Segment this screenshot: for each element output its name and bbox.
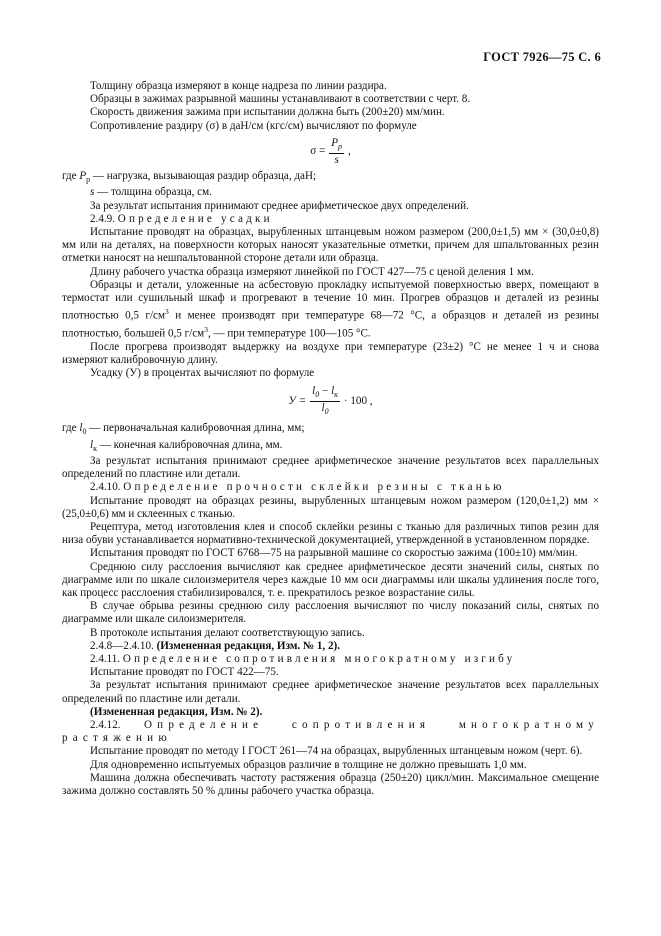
text-run: , — при температуре 100—105 °С. [207, 327, 371, 340]
formula-lhs: У = [288, 394, 307, 407]
paragraph: Среднюю силу расслоения вычисляют как среднее арифметическое десяти значений силы, снятых по диаграмме или по шкале силоизмерителя через каждые 10 мм оси диаграммы или шкалы удлинения после того, как процесс расслоения стабилизировался, т. е. прекратилось резкое возрастание силы. [62, 560, 599, 599]
paragraph: Испытание проводят по ГОСТ 422—75. [90, 666, 279, 679]
paragraph: Усадку (У) в процентах вычисляют по формуле [90, 367, 315, 380]
paragraph: Толщину образца измеряют в конце надреза по линии раздира. [90, 80, 387, 92]
paragraph: Образцы в зажимах разрывной машины устанавливают в соответствии с черт. 8. [90, 93, 471, 106]
amendment-range: 2.4.8—2.4.10. [90, 639, 154, 652]
definition-symbol-sub: к [93, 443, 97, 453]
formula-fraction [310, 385, 340, 418]
text-run: Образцы и детали, уложенные на асбестовую прокладку испытуемой поверхностью вверх, помещают в термостат или сушильный шкаф и прогревают в течение 10 мин. Прогрев образцов и деталей из резины плотностью 0,5 г/см [62, 278, 599, 322]
paragraph: За результат испытания принимают среднее арифметическое значение результатов всех параллельных определений по пластине или детали. [62, 454, 599, 481]
paragraph: После прогрева производят выдержку на воздухе при температуре (23±2) °С не менее 1 ч и снова измеряют калибровочную длину. [62, 341, 599, 367]
formula-denominator: s [334, 154, 339, 167]
section-number: 2.4.12. [90, 719, 121, 732]
definition-symbol: s [90, 186, 95, 199]
formula-numerator-sub: p [338, 142, 342, 152]
document-body [62, 80, 599, 798]
definition-text: — конечная калибровочная длина, мм. [99, 438, 283, 451]
paragraph: Машина должна обеспечивать частоту растяжения образца (250±20) цикл/мин. Максимальное смещение зажима должно составлять 50 % длины рабочего участка образца. [62, 771, 599, 798]
formula-symbol: l [321, 401, 325, 414]
amendment-text: (Измененная редакция, Изм. № 1, 2). [156, 639, 340, 652]
section-heading [62, 481, 599, 494]
paragraph: За результат испытания принимают среднее арифметическое двух определений. [90, 199, 469, 212]
section-title: Определение прочности склейки резины с тканью [123, 481, 505, 494]
formula-sub: 0 [315, 389, 320, 399]
paragraph: Испытание проводят по методу I ГОСТ 261—74 на образцах, вырубленных штанцевым ножом (черт. 6). [90, 745, 583, 758]
definition-line [62, 422, 599, 438]
definition-symbol: l [79, 422, 83, 435]
paragraph: Длину рабочего участка образца измеряют линейкой по ГОСТ 427—75 с ценой деления 1 мм. [90, 265, 534, 278]
formula-tear-resistance [62, 137, 599, 166]
section-heading [62, 653, 599, 666]
formula-lhs: σ = [310, 144, 326, 157]
formula-minus: − [322, 384, 329, 397]
formula-symbol: l [331, 384, 335, 397]
definition-symbol: P [79, 170, 87, 183]
amendment-text: (Измененная редакция, Изм. № 2). [90, 705, 263, 718]
definition-symbol-sub: p [86, 175, 91, 185]
section-title: Определение сопротивления многократному растяжению [62, 719, 600, 745]
formula-tail: , [348, 144, 351, 157]
text-run: и менее производят при температуре 68—72 °С, а образцов и деталей из резины плотностью, большей 0,5 г/см [62, 309, 600, 340]
formula-sub: к [334, 389, 338, 399]
formula-tail: · 100 , [343, 394, 373, 407]
formula-shrinkage [62, 385, 599, 418]
formula-numerator: P [331, 136, 338, 149]
section-number: 2.4.11. [90, 653, 121, 665]
definition-line [62, 170, 599, 186]
definition-symbol: l [90, 438, 94, 451]
section-title: Определение усадки [117, 212, 273, 225]
definition-line [62, 186, 599, 199]
paragraph: Испытание проводят на образцах резины, вырубленных штанцевым ножом размером (120,0±1,2) мм × (25,0±0,6) мм и склеенных с тканью. [62, 494, 599, 520]
paragraph: За результат испытания принимают среднее арифметическое значение результатов всех параллельных определений по пластине или детали. [62, 679, 599, 705]
definition-prefix: где [62, 170, 77, 183]
paragraph: Скорость движения зажима при испытании должна быть (200±20) мм/мин. [90, 106, 445, 119]
paragraph: Испытание проводят на образцах, вырубленных штанцевым ножом размером (200,0±1,5) мм × (30,0±0,8) мм или на деталях, на поверхности которых наносят указательные отметки, причем для шпальтованных резин отметки наносят на нешпальтованной стороне детали или образца. [62, 226, 599, 265]
definition-text: — нагрузка, вызывающая раздир образца, даН; [92, 170, 317, 183]
section-heading [62, 719, 599, 745]
definition-symbol-sub: 0 [82, 427, 87, 437]
formula-symbol: l [312, 384, 316, 397]
paragraph: Испытания проводят по ГОСТ 6768—75 на разрывной машине со скоростью зажима (100±10) мм/мин. [90, 547, 578, 560]
page-header: ГОСТ 7926—75 С. 6 [483, 50, 601, 64]
formula-sub: 0 [324, 407, 329, 417]
superscript: 3 [165, 307, 169, 317]
amendment-note [62, 706, 599, 719]
definition-text: — первоначальная калибровочная длина, мм; [89, 422, 305, 435]
paragraph: Рецептура, метод изготовления клея и способ склейки резины с тканью для различных типов резин для низа обуви устанавливается нормативно-технической документацией, утвержденной в установленном порядке. [62, 520, 599, 547]
paragraph: В случае обрыва резины среднюю силу расслоения вычисляют по числу показаний силы, снятых по диаграмме или шкале силоизмерителя. [62, 600, 599, 626]
paragraph: Для одновременно испытуемых образцов различие в толщине не должно превышать 1,0 мм. [90, 758, 527, 771]
paragraph [62, 279, 599, 341]
section-title: Определение сопротивления многократному изгибу [122, 653, 516, 665]
superscript: 3 [204, 325, 208, 335]
paragraph: Сопротивление раздиру (σ) в даН/см (кгс/см) вычисляют по формуле [90, 119, 417, 132]
definition-prefix: где [62, 422, 77, 435]
paragraph: В протоколе испытания делают соответствующую запись. [90, 626, 365, 639]
formula-fraction [329, 137, 344, 166]
amendment-note [62, 640, 599, 653]
section-number: 2.4.10. [90, 481, 121, 494]
section-number: 2.4.9. [90, 212, 115, 225]
definition-line [62, 439, 599, 455]
definition-text: — толщина образца, см. [97, 186, 212, 199]
section-heading [62, 213, 599, 226]
